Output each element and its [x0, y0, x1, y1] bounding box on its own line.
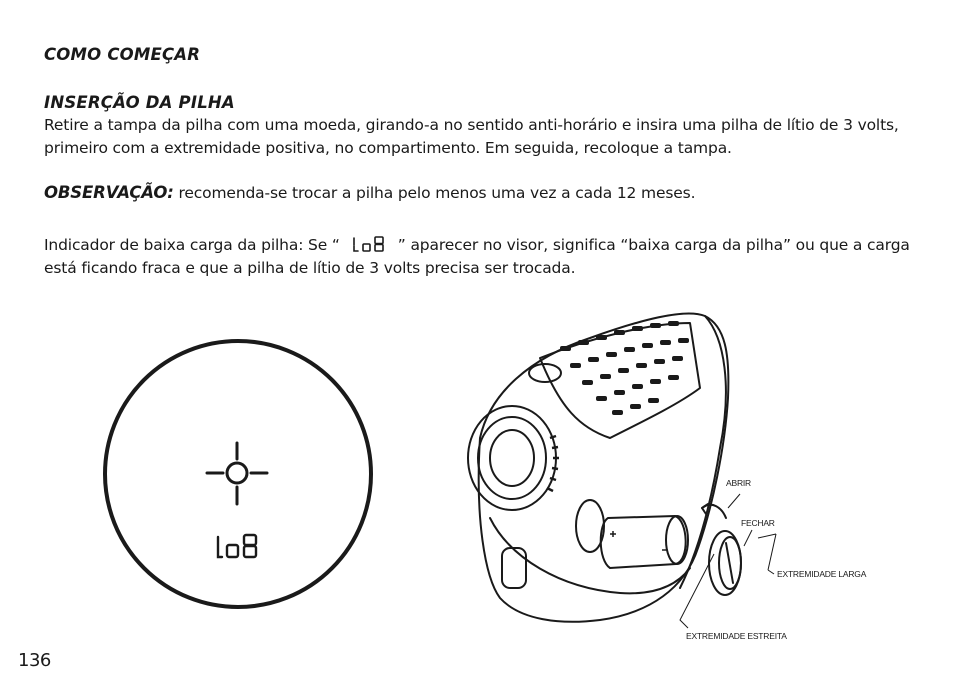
callout-wide-end: EXTREMIDADE LARGA [777, 569, 867, 579]
low-battery-text-after: ” aparecer no visor, significa “baixa carga da pilha” ou que a carga está ficando fraca e que a pilha de lítio de 3 volts precisa ser trocada. [44, 236, 910, 277]
callout-close: FECHAR [741, 518, 775, 528]
low-battery-text-before: Indicador de baixa carga da pilha: Se “ [44, 236, 340, 254]
note-label: OBSERVAÇÃO: [44, 183, 174, 202]
note-text: recomenda-se trocar a pilha pelo menos uma vez a cada 12 meses. [173, 184, 696, 202]
low-battery-paragraph [44, 234, 924, 280]
battery-instructions-paragraph: Retire a tampa da pilha com uma moeda, girando-a no sentido anti-horário e insira uma pilha de lítio de 3 volts, primeiro com a extremidade positiva, no compartimento. Em seguida, recoloque a tampa. [44, 116, 899, 157]
subsection-heading-battery-insertion: INSERÇÃO DA PILHA [44, 93, 235, 112]
callout-narrow-end: EXTREMIDADE ESTREITA [686, 631, 787, 641]
callout-open: ABRIR [726, 478, 751, 488]
low-battery-symbol-icon [346, 235, 392, 253]
section-heading-getting-started: COMO COMEÇAR [44, 45, 201, 64]
note-paragraph [44, 181, 924, 205]
callout-leader-lines [640, 470, 800, 650]
viewfinder-display-illustration [96, 332, 381, 617]
page-number: 136 [18, 650, 51, 671]
